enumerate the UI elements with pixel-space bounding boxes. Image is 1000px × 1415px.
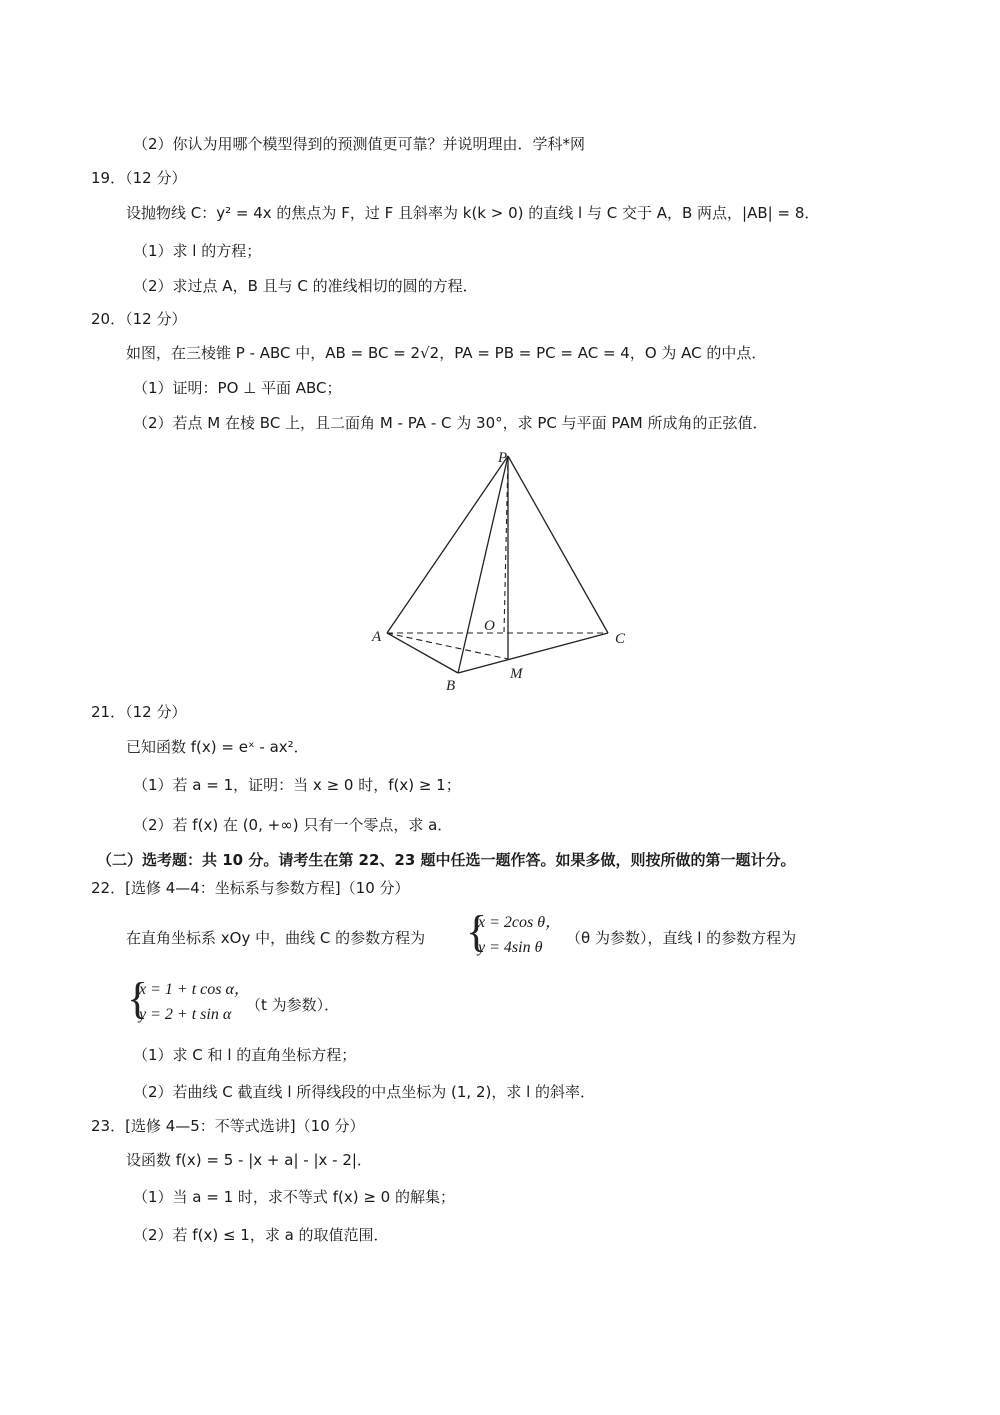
line-brace: { xyxy=(127,974,149,1023)
q23-part1: （1）当 a = 1 时，求不等式 f(x) ≥ 0 的解集； xyxy=(133,1188,455,1206)
q21-number: 21．（12 分） xyxy=(91,703,187,721)
curve-brace: { xyxy=(466,907,488,956)
q19-number: 19．（12 分） xyxy=(91,169,187,187)
label-m: M xyxy=(510,666,523,682)
q20-number: 20．（12 分） xyxy=(91,310,187,328)
edge-pb xyxy=(458,456,508,673)
edge-pa xyxy=(387,456,508,633)
q22-stem-c: （t 为参数）． xyxy=(246,996,340,1014)
q19-part1: （1）求 l 的方程； xyxy=(133,242,262,260)
label-a: A xyxy=(372,629,382,645)
q21-part1: （1）若 a = 1，证明：当 x ≥ 0 时，f(x) ≥ 1； xyxy=(133,776,461,794)
curve-eq-1: x = 2cos θ， xyxy=(478,914,562,931)
label-o: O xyxy=(484,618,495,634)
q23-part2: （2）若 f(x) ≤ 1，求 a 的取值范围． xyxy=(133,1226,389,1244)
tetrahedron-figure xyxy=(360,440,650,700)
q22-stem-a: 在直角坐标系 xOy 中，曲线 C 的参数方程为 xyxy=(126,929,426,947)
q21-stem: 已知函数 f(x) = eˣ - ax²． xyxy=(126,738,309,756)
edge-pc xyxy=(508,456,608,633)
q20-part1: （1）证明：PO ⊥ 平面 ABC； xyxy=(133,379,342,397)
q22-number: 22．[选修 4—4：坐标系与参数方程]（10 分） xyxy=(91,879,410,897)
q22-part2: （2）若曲线 C 截直线 l 所得线段的中点坐标为 (1, 2)，求 l 的斜率． xyxy=(133,1083,596,1101)
q19-stem: 设抛物线 C：y² = 4x 的焦点为 F，过 F 且斜率为 k(k > 0) 的直线 l 与 C 交于 A，B 两点，|AB| = 8． xyxy=(126,204,820,222)
edge-am-hidden xyxy=(387,633,508,659)
q22-stem-b: （θ 为参数），直线 l 的参数方程为 xyxy=(566,929,797,947)
q23-stem: 设函数 f(x) = 5 - |x + a| - |x - 2|． xyxy=(126,1151,372,1169)
section-2-heading: （二）选考题：共 10 分。请考生在第 22、23 题中任选一题作答。如果多做，则按所做的第一题计分。 xyxy=(97,851,796,869)
q20-stem: 如图，在三棱锥 P - ABC 中，AB = BC = 2√2，PA = PB = PC = AC = 4，O 为 AC 的中点． xyxy=(126,344,767,362)
q20-part2: （2）若点 M 在棱 BC 上，且二面角 M - PA - C 为 30°，求 PC 与平面 PAM 所成角的正弦值． xyxy=(133,414,768,432)
q18-part2: （2）你认为用哪个模型得到的预测值更可靠？并说明理由．学科*网 xyxy=(133,135,586,153)
q22-part1: （1）求 C 和 l 的直角坐标方程； xyxy=(133,1046,357,1064)
line-eq-1: x = 1 + t cos α， xyxy=(139,981,250,998)
line-eq-2: y = 2 + t sin α xyxy=(139,1006,232,1023)
q23-number: 23．[选修 4—5：不等式选讲]（10 分） xyxy=(91,1117,365,1135)
label-p: P xyxy=(498,450,508,466)
q19-part2: （2）求过点 A，B 且与 C 的准线相切的圆的方程． xyxy=(133,277,478,295)
edge-ab xyxy=(387,633,458,673)
q21-part2: （2）若 f(x) 在 (0, +∞) 只有一个零点，求 a． xyxy=(133,816,453,834)
curve-eq-2: y = 4sin θ xyxy=(478,939,543,956)
label-b: B xyxy=(446,678,456,694)
label-c: C xyxy=(615,631,626,647)
